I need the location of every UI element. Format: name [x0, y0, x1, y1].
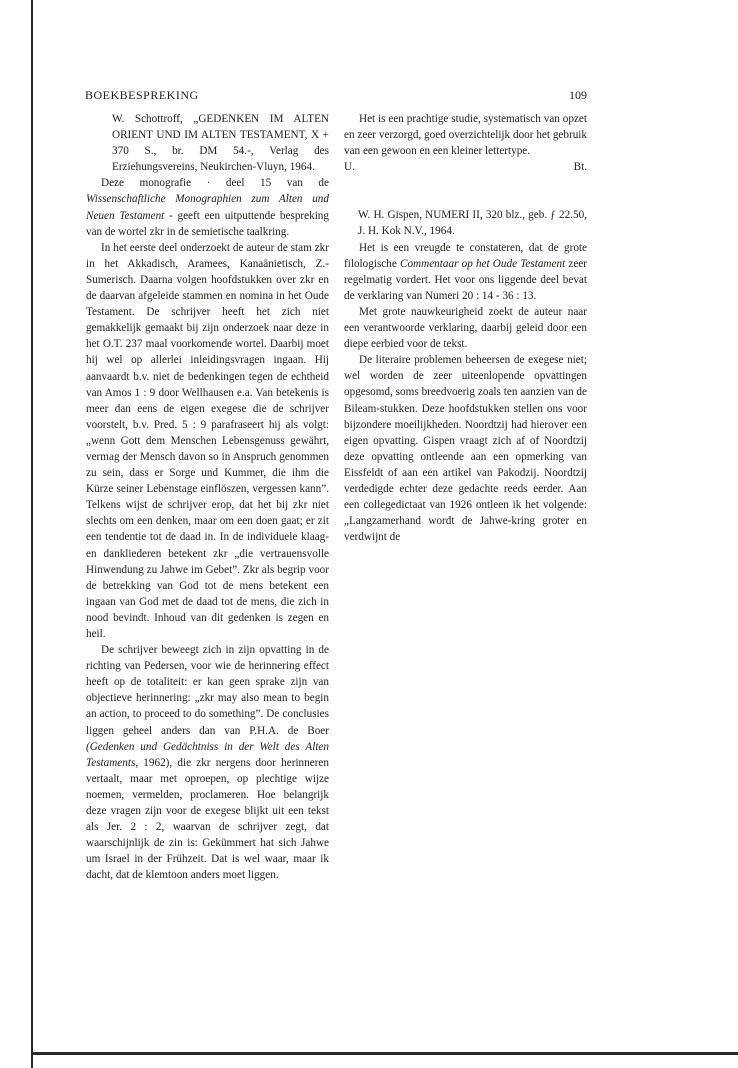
review2-citation: W. H. Gispen, NUMERI II, 320 blz., geb. ƒ 22.50, J. H. Kok N.V., 1964. [358, 209, 587, 238]
series-title: Wissenschaftliche Monographien zum Alten und Neuen Testament [86, 193, 329, 222]
review2-paragraph-3: De literaire problemen beheersen de exegese niet; wel worden de zeer uiteenlopende opvattingen opgesomd, soms breedvoerig zoals ten aanzien van de Bileam-stukken. Deze hoofdstukken stellen ons voor bijzondere moeilijkheden. Noordtzij had hierover een eigen opvatting. Gispen vraagt zich af of Noordtzij deze opvatting ontleende aan een opmerking van Eissfeldt of aan een artikel van Pakodzij. Noordtzij verdedigde echter deze gedachte reeds eerder. Aan een collegedictaat van 1926 ontleen ik het volgende: „Langzamerhand wordt de Jahwe-kring groter en verdwijnt de [344, 354, 587, 544]
review-separator [344, 175, 587, 207]
review1-paragraph-4: Het is een prachtige studie, systematisch van opzet en zeer verzorgd, goed overzichtelijk door het gebruik van een gewoon en een kleiner lettertype. [344, 113, 587, 158]
review1-signature [344, 159, 587, 175]
signature-left: U. [344, 161, 355, 174]
review1-paragraph-1: Deze monografie · deel 15 van de Wissenschaftliche Monographien zum Alten und Neuen Testament - geeft een uitputtende bespreking van de wortel zkr in de semietische taalkring. [86, 177, 329, 238]
review2-paragraph-1: Het is een vreugde te constateren, dat de grote filologische Commentaar op het Oude Testament zeer regelmatig vordert. Het voor ons liggende deel bevat de verklaring van Numeri 20 : 14 - 36 : 13. [344, 241, 587, 302]
review1-paragraph-2: In het eerste deel onderzoekt de auteur de stam zkr in het Akkadisch, Aramees, Kanaänietisch, Z.-Sumerisch. Daarna volgen hoofdstukken over zkr en de daarvan afgeleide stammen en nomina in het Oude Testament. De schrijver heeft het zich niet gemakkelijk gemaakt bij zijn onderzoek naar deze in het O.T. 237 maal voorkomende wortel. Daarbij moet hij wel op allerlei inleidingsvragen ingaan. Hij aanvaardt b.v. niet de bedenkingen tegen de echtheid van Amos 1 : 9 door Wellhausen e.a. Van betekenis is meer dan eens de eigen exegese die de schrijver voorstelt, b.v. Pred. 5 : 9 parafraseert hij als volgt: „wenn Gott dem Menschen Lebensgenuss gewährt, vermag der Mensch davon so in Anspruch genommen zu sein, dass er Sorge und Kummer, die ihm die Kürze seiner Lebenstage einflöszen, vergessen kann”. Telkens wijst de schrijver erop, dat het bij zkr niet slechts om een denken, maar om een doen gaat; er zit een tendentie tot de daad in. In de individuele klaag- en dankliederen betekent zkr „die vertrauensvolle Hinwendung zu Jahwe im Gebet”. Zkr als begrip voor de betrekking van God tot de mens betekent een ingaan van God met de daad tot de mens, die zich in nood bevindt. Inhoud van dit gedenken is zegen en heil. [86, 241, 329, 640]
running-head: BOEKBESPREKING [85, 88, 199, 102]
right-column [344, 111, 587, 545]
page-number: 109 [569, 88, 587, 102]
review1-citation: W. Schottroff, „GEDENKEN IM ALTEN ORIENT UND IM ALTEN TESTAMENT, X + 370 S., br. DM 54.-, Verlag des Erziehungsvereins, Neukirchen-Vluyn, 1964. [112, 113, 329, 174]
review1-paragraph-3: De schrijver beweegt zich in zijn opvatting in de richting van Pedersen, voor wie de herinnering effect heeft op de totaliteit: er kan geen sprake zijn van objectieve herinnering: „zkr may also mean to begin an action, to proceed to do something”. De conclusies liggen geheel anders dan van P.H.A. de Boer (Gedenken und Gedächtniss in der Welt des Alten Testaments, 1962), die zkr nergens door herinneren vertaalt, maar met oproepen, op plechtige wijze noemen, vermelden, proclameren. Hoe belangrijk deze vragen zijn voor de exegese blijkt uit een tekst als Jer. 2 : 2, waarvan de schrijver zegt, dat waarschijnlijk de zin is: Gekümmert hat sich Jahwe um Israel in der Frühzeit. Dat is wel waar, maar ik dacht, dat de klemtoon anders moet liggen. [86, 644, 329, 882]
commentary-title: Commentaar op het Oude Testament [400, 257, 566, 270]
review2-paragraph-2: Met grote nauwkeurigheid zoekt de auteur naar een verantwoorde verklaring, daarbij geleid door een diepe eerbied voor de tekst. [344, 305, 587, 351]
scan-edge-bottom [31, 1052, 738, 1055]
cited-title: (Gedenken und Gedächtniss in der Welt des Alten Testaments, [86, 740, 329, 769]
signature-right: Bt. [573, 161, 587, 174]
scan-edge-left [31, 0, 33, 1068]
left-column [86, 111, 329, 884]
